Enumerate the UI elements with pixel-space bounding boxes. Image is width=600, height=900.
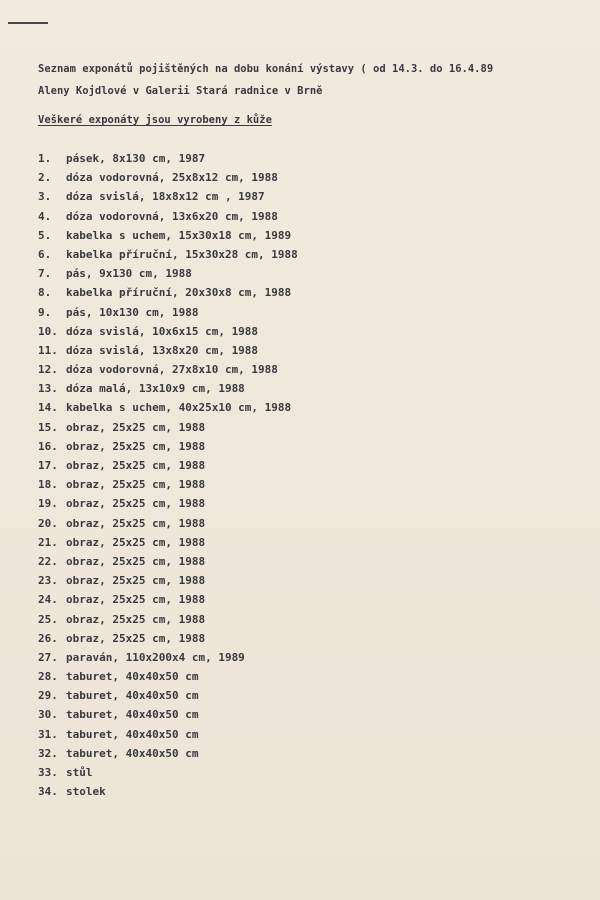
- item-number: 10.: [38, 324, 58, 338]
- item-text: obraz, 25x25 cm, 1988: [66, 478, 206, 492]
- item-number: 22.: [38, 554, 58, 568]
- item-text: dóza vodorovná, 13x6x20 cm, 1988: [66, 209, 278, 223]
- item-number: 21.: [38, 535, 58, 549]
- item-text: obraz, 25x25 cm, 1988: [66, 593, 206, 607]
- list-item: [38, 590, 298, 609]
- item-text: pás, 9x130 cm, 1988: [66, 267, 192, 281]
- list-item: [38, 379, 298, 398]
- list-item: [38, 571, 298, 590]
- list-item: [38, 283, 298, 302]
- item-text: obraz, 25x25 cm, 1988: [66, 631, 206, 645]
- item-text: obraz, 25x25 cm, 1988: [66, 439, 206, 453]
- item-text: taburet, 40x40x50 cm: [66, 708, 199, 722]
- list-item: [38, 514, 298, 533]
- list-item: [38, 341, 298, 360]
- list-item: [38, 475, 298, 494]
- item-text: paraván, 110x200x4 cm, 1989: [66, 650, 245, 664]
- item-number: 34.: [38, 785, 58, 799]
- item-number: 5.: [38, 228, 52, 242]
- item-text: stolek: [66, 785, 106, 799]
- item-text: dóza vodorovná, 27x8x10 cm, 1988: [66, 363, 278, 377]
- item-number: 6.: [38, 247, 52, 261]
- item-text: obraz, 25x25 cm, 1988: [66, 535, 206, 549]
- item-text: obraz, 25x25 cm, 1988: [66, 554, 206, 568]
- list-item: [38, 437, 298, 456]
- list-item: [38, 322, 298, 341]
- list-item: [38, 533, 298, 552]
- list-item: [38, 629, 298, 648]
- list-item: [38, 494, 298, 513]
- item-text: taburet, 40x40x50 cm: [66, 689, 199, 703]
- item-text: dóza svislá, 18x8x12 cm , 1987: [66, 190, 265, 204]
- item-number: 15.: [38, 420, 58, 434]
- item-number: 29.: [38, 689, 58, 703]
- item-text: obraz, 25x25 cm, 1988: [66, 516, 206, 530]
- item-number: 18.: [38, 478, 58, 492]
- corner-dash-mark: [8, 22, 48, 24]
- item-text: obraz, 25x25 cm, 1988: [66, 574, 206, 588]
- list-item: [38, 552, 298, 571]
- item-number: 17.: [38, 459, 58, 472]
- list-item: [38, 360, 298, 379]
- item-text: obraz, 25x25 cm, 1988: [66, 459, 206, 472]
- list-item: [38, 648, 298, 667]
- item-text: kabelka s uchem, 15x30x18 cm, 1989: [66, 228, 292, 242]
- list-item: [38, 456, 298, 475]
- document-subtitle: Veškeré exponáty jsou vyrobeny z kůže: [38, 114, 272, 126]
- list-item: [38, 226, 298, 245]
- item-text: dóza vodorovná, 25x8x12 cm, 1988: [66, 171, 278, 185]
- item-number: 9.: [38, 305, 52, 319]
- list-item: [38, 398, 298, 417]
- item-number: 28.: [38, 670, 58, 684]
- header-line-2: Aleny Kojdlové v Galerii Stará radnice v Brně: [38, 85, 323, 97]
- item-text: dóza svislá, 13x8x20 cm, 1988: [66, 343, 259, 357]
- item-text: obraz, 25x25 cm, 1988: [66, 497, 206, 511]
- list-item: [38, 207, 298, 226]
- item-number: 13.: [38, 382, 58, 396]
- item-number: 23.: [38, 574, 58, 588]
- list-item: [38, 667, 298, 686]
- item-text: taburet, 40x40x50 cm: [66, 746, 199, 760]
- header-line-1: Seznam exponátů pojištěných na dobu konání výstavy ( od 14.3. do 16.4.89: [38, 63, 494, 75]
- item-number: 12.: [38, 363, 58, 377]
- item-number: 2.: [38, 171, 52, 185]
- item-number: 8.: [38, 286, 52, 300]
- item-number: 1.: [38, 152, 52, 165]
- item-number: 19.: [38, 497, 58, 511]
- item-number: 27.: [38, 650, 58, 664]
- item-number: 25.: [38, 612, 58, 626]
- item-number: 7.: [38, 267, 52, 281]
- item-number: 20.: [38, 516, 58, 530]
- list-item: [38, 763, 298, 782]
- item-number: 26.: [38, 631, 58, 645]
- item-number: 32.: [38, 746, 58, 760]
- item-number: 4.: [38, 209, 52, 223]
- list-item: [38, 149, 298, 168]
- list-item: [38, 705, 298, 724]
- item-text: pás, 10x130 cm, 1988: [66, 305, 199, 319]
- item-number: 33.: [38, 766, 58, 779]
- item-number: 3.: [38, 190, 52, 204]
- item-text: dóza malá, 13x10x9 cm, 1988: [66, 382, 245, 396]
- item-text: taburet, 40x40x50 cm: [66, 670, 199, 684]
- exhibit-list: [38, 149, 298, 801]
- item-text: kabelka příruční, 20x30x8 cm, 1988: [66, 286, 292, 300]
- item-number: 11.: [38, 343, 58, 357]
- item-text: obraz, 25x25 cm, 1988: [66, 420, 206, 434]
- item-number: 30.: [38, 708, 58, 722]
- list-item: [38, 264, 298, 283]
- list-item: [38, 744, 298, 763]
- list-item: [38, 168, 298, 187]
- list-item: [38, 245, 298, 264]
- list-item: [38, 418, 298, 437]
- item-number: 14.: [38, 401, 58, 415]
- list-item: [38, 782, 298, 801]
- item-number: 16.: [38, 439, 58, 453]
- item-text: kabelka s uchem, 40x25x10 cm, 1988: [66, 401, 292, 415]
- document-header: [38, 58, 493, 102]
- list-item: [38, 686, 298, 705]
- item-text: pásek, 8x130 cm, 1987: [66, 152, 206, 165]
- list-item: [38, 610, 298, 629]
- item-text: obraz, 25x25 cm, 1988: [66, 612, 206, 626]
- item-text: stůl: [66, 766, 93, 779]
- item-text: dóza svislá, 10x6x15 cm, 1988: [66, 324, 259, 338]
- list-item: [38, 187, 298, 206]
- item-text: kabelka příruční, 15x30x28 cm, 1988: [66, 247, 298, 261]
- item-number: 31.: [38, 727, 58, 741]
- item-text: taburet, 40x40x50 cm: [66, 727, 199, 741]
- item-number: 24.: [38, 593, 58, 607]
- list-item: [38, 725, 298, 744]
- list-item: [38, 303, 298, 322]
